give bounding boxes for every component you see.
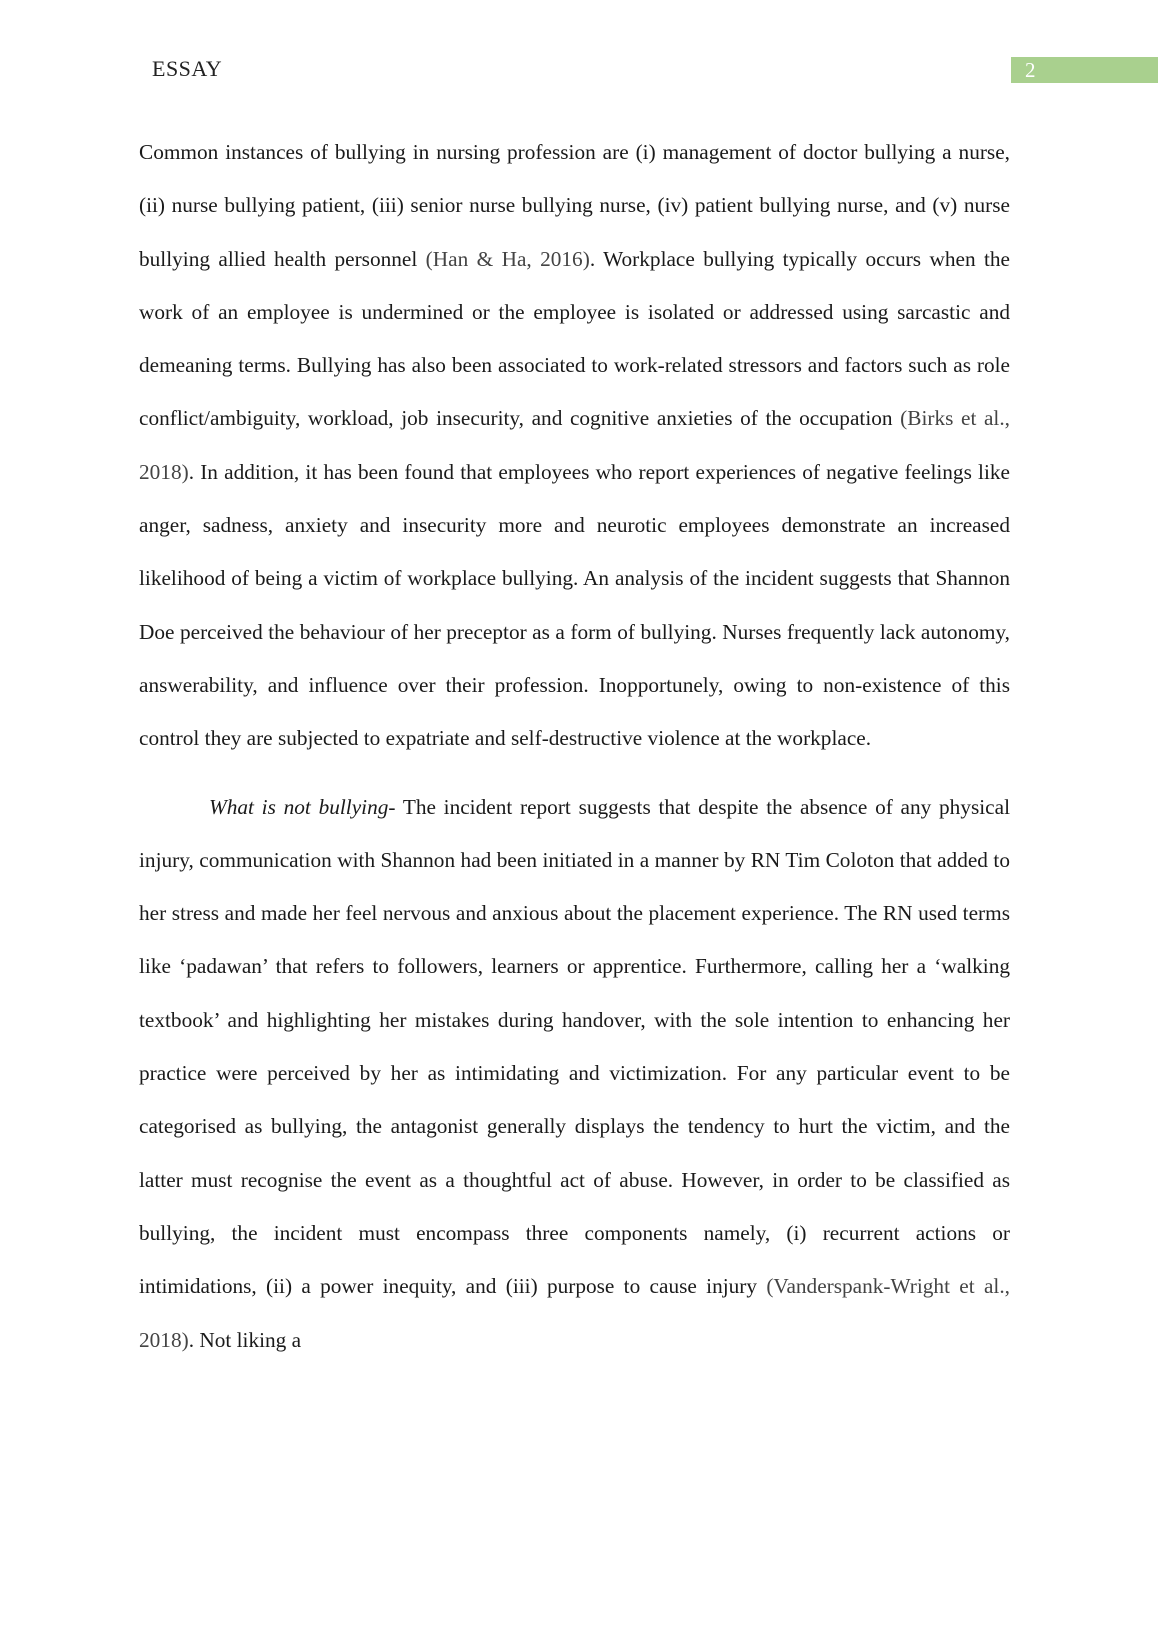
paragraph-text: . In addition, it has been found that employees who report experiences of negative feelings like anger, sadness, anxiety and insecurity more and neurotic employees demonstrate an increased likelihood of being a victim of workplace bullying. An analysis of the incident suggests that Shannon Doe perceived the behaviour of her preceptor as a form of bullying. Nurses frequently lack autonomy, answerability, and influence over their profession. Inopportunely, owing to non-existence of this control they are subjected to expatriate and self-destructive violence at the workplace.: [139, 459, 1010, 751]
page-number: 2: [1025, 58, 1036, 82]
paragraph-text: . Not liking a: [188, 1327, 302, 1352]
paragraph-text: - The incident report suggests that despite the absence of any physical injury, communication with Shannon had been initiated in a manner by RN Tim Coloton that added to her stress and made her feel nervous and anxious about the placement experience. The RN used terms like ‘padawan’ that refers to followers, learners or apprentice. Furthermore, calling her a ‘walking textbook’ and highlighting her mistakes during handover, with the sole intention to enhancing her practice were perceived by her as intimidating and victimization. For any particular event to be categorised as bullying, the antagonist generally displays the tendency to hurt the victim, and the latter must recognise the event as a thoughtful act of abuse. However, in order to be classified as bullying, the incident must encompass three components namely, (i) recurrent actions or intimidations, (ii) a power inequity, and (iii) purpose to cause injury: [139, 794, 1010, 1299]
citation: (Han & Ha, 2016): [425, 246, 590, 271]
header-title: ESSAY: [152, 56, 223, 81]
italic-heading: What is not bullying: [209, 794, 389, 819]
citation: (Birks et al., 2018): [139, 406, 1010, 484]
paragraph: [139, 781, 1010, 1367]
paragraph-text: . Workplace bullying typically occurs when the work of an employee is undermined or the employee is isolated or addressed using sarcastic and demeaning terms. Bullying has also been associated to work-related stressors and factors such as role conflict/ambiguity, workload, job insecurity, and cognitive anxieties of the occupation: [139, 246, 1010, 431]
paragraph: [139, 126, 1010, 766]
paragraph-text: Common instances of bullying in nursing profession are (i) management of doctor bullying a nurse, (ii) nurse bullying patient, (iii) senior nurse bullying nurse, (iv) patient bullying nurse, and (v) nurse bullying allied health personnel: [139, 140, 1010, 271]
page-number-bar: [1011, 57, 1158, 83]
citation: (Vanderspank-Wright et al., 2018): [139, 1274, 1010, 1352]
essay-body: [139, 126, 1010, 1367]
